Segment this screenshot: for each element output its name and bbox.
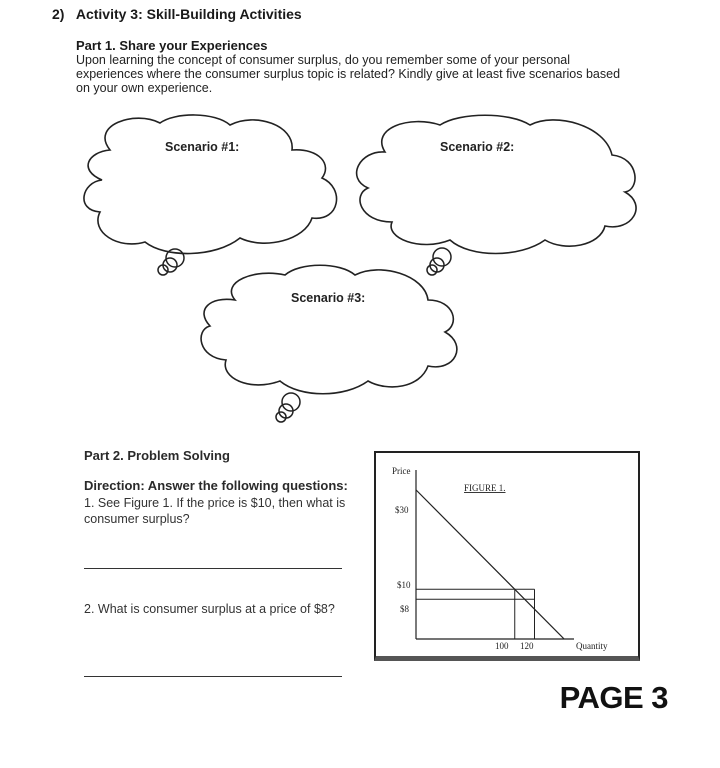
direction-text: Direction: Answer the following questions: [84, 478, 348, 493]
demand-curve [416, 490, 564, 639]
figure-1 [374, 451, 640, 661]
answer-line-2[interactable] [84, 676, 342, 677]
quantity-label-120: 120 [520, 641, 534, 651]
quantity-label-100: 100 [495, 641, 509, 651]
figure-1-chart [376, 453, 638, 657]
price-label-30: $30 [395, 505, 409, 515]
scenario-3-label: Scenario #3: [291, 291, 366, 305]
scenario-cloud-1[interactable] [84, 115, 337, 275]
activity-title: Activity 3: Skill-Building Activities [75, 6, 302, 22]
scenario-2-label: Scenario #2: [440, 140, 515, 154]
activity-number: 2) [52, 6, 65, 22]
page-number: PAGE 3 [559, 680, 668, 715]
question-2: 2. What is consumer surplus at a price of $8? [84, 602, 335, 616]
figure-title: FIGURE 1. [464, 483, 506, 493]
x-axis-label: Quantity [576, 641, 608, 651]
part1-heading: Part 1. Share your Experiences [76, 38, 268, 53]
question-1: 1. See Figure 1. If the price is $10, then what is consumer surplus? [84, 496, 346, 526]
answer-line-1[interactable] [84, 568, 342, 569]
scenario-1-label: Scenario #1: [165, 140, 240, 154]
part1-instructions: Upon learning the concept of consumer surplus, do you remember some of your personal experiences where the consumer surplus topic is related? Kindly give at least five scenarios based on your own experience. [76, 53, 621, 95]
price-label-10: $10 [397, 580, 411, 590]
y-axis-label: Price [392, 466, 411, 476]
price-label-8: $8 [400, 604, 409, 614]
scenario-cloud-3[interactable] [201, 265, 457, 422]
part2-heading: Part 2. Problem Solving [84, 448, 230, 463]
